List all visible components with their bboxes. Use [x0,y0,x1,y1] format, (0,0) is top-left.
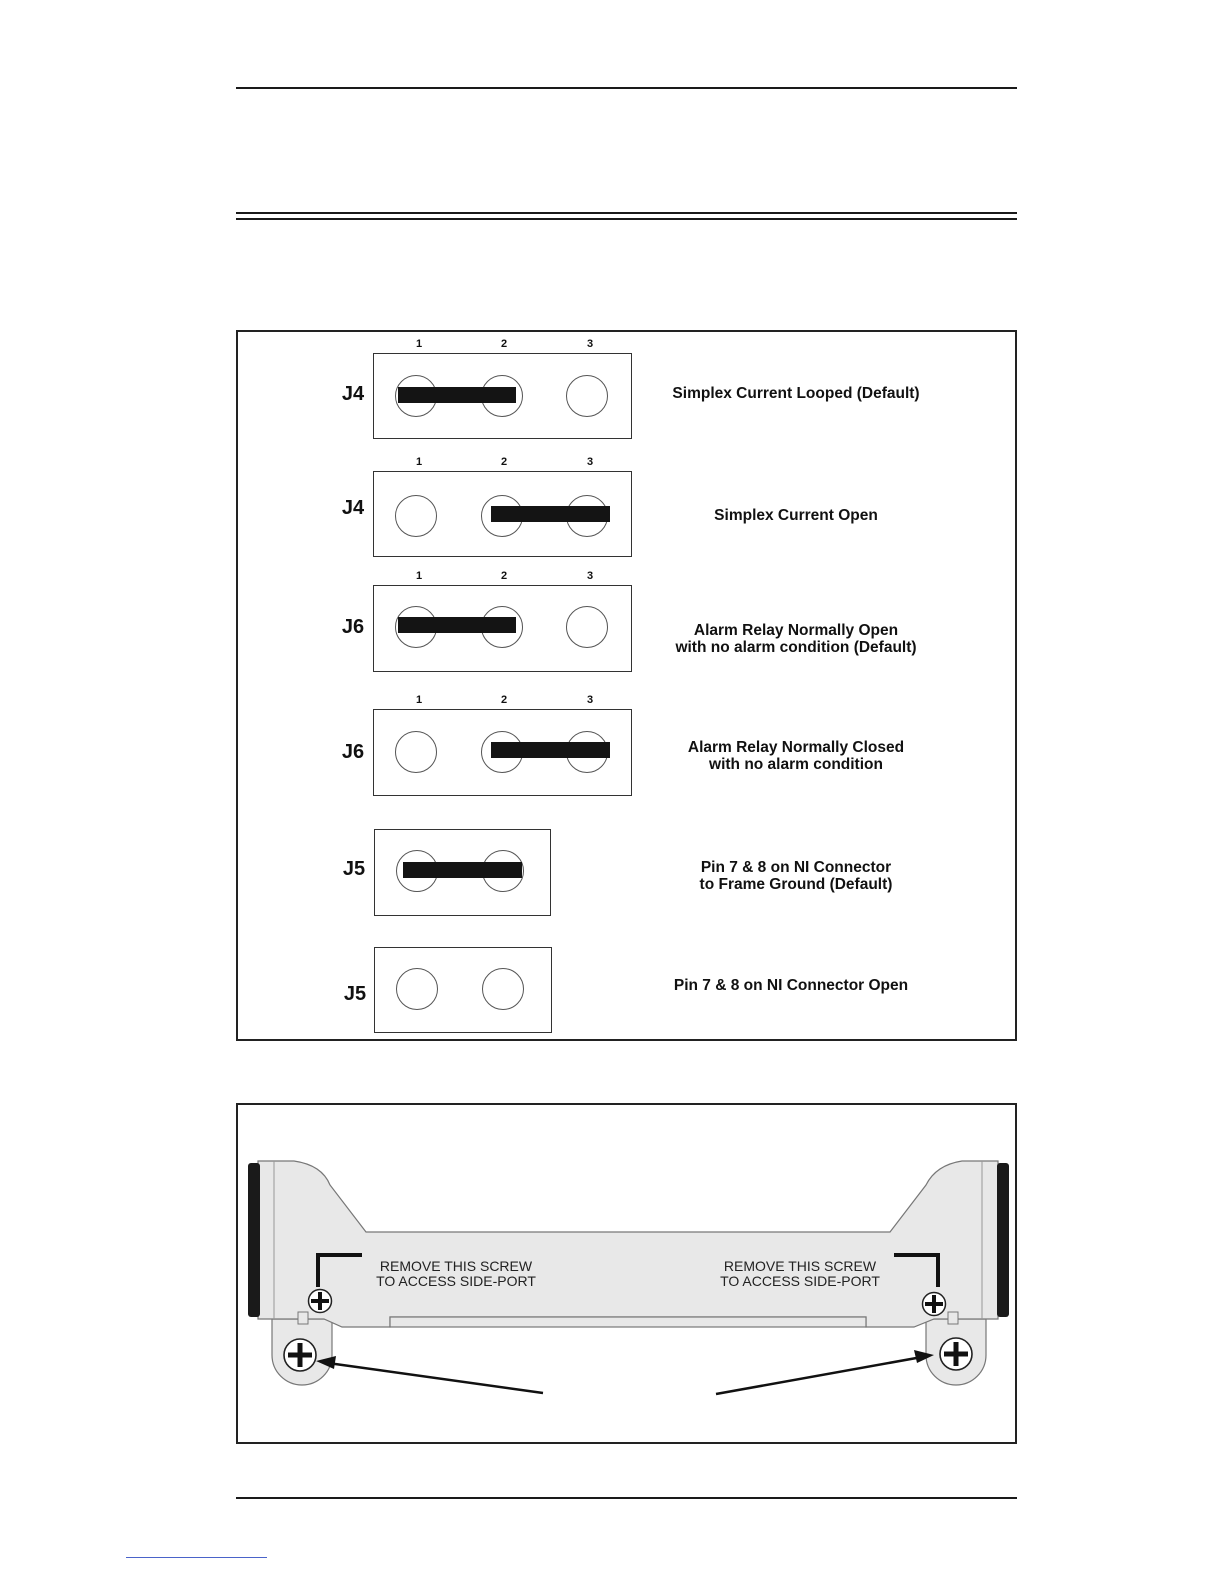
jumper-shunt [398,387,516,403]
jumper-description: Simplex Current Open [714,507,878,524]
faceplate-figure [236,1103,1017,1444]
jumper-shunt [491,742,610,758]
jumper-shunt [398,617,516,633]
jumper-description: Simplex Current Looped (Default) [672,385,920,402]
pin-number-3: 3 [586,694,594,706]
pin-number-3: 3 [586,456,594,468]
pin-2 [482,968,524,1010]
jumper-block [374,829,551,916]
footer-rule [236,1497,1017,1499]
pin-number-2: 2 [500,570,508,582]
jumper-label: J6 [341,741,365,763]
jumper-description: Alarm Relay Normally Open with no alarm condition (Default) [675,622,917,656]
pin-number-3: 3 [586,570,594,582]
remove-screw-note-right: REMOVE THIS SCREW TO ACCESS SIDE-PORT [720,1258,880,1289]
jumper-label: J5 [342,858,366,880]
jumper-block [373,585,632,672]
pin-number-1: 1 [415,338,423,350]
jumper-block [374,947,552,1033]
jumper-description: Pin 7 & 8 on NI Connector to Frame Ground (Default) [699,859,893,893]
jumper-label: J5 [343,983,367,1005]
pin-1 [396,968,438,1010]
pin-1 [395,731,437,773]
header-rule-top [236,87,1017,89]
header-rule-double-1 [236,212,1017,214]
header-rule-double-2 [236,218,1017,220]
jumper-block [373,709,632,796]
jumper-block [373,353,632,439]
pin-1 [395,495,437,537]
pin-number-1: 1 [415,694,423,706]
pin-number-1: 1 [415,456,423,468]
pin-number-2: 2 [500,338,508,350]
pin-3 [566,375,608,417]
jumper-description: Pin 7 & 8 on NI Connector Open [673,977,909,994]
jumper-description: Alarm Relay Normally Closed with no alarm condition [687,739,905,773]
jumper-label: J4 [341,383,365,405]
remove-screw-note-left: REMOVE THIS SCREW TO ACCESS SIDE-PORT [376,1258,536,1289]
jumper-block [373,471,632,557]
footer-link-underline[interactable] [126,1557,267,1558]
jumper-shunt [403,862,522,878]
jumper-settings-figure [236,330,1017,1041]
jumper-label: J4 [341,497,365,519]
pin-3 [566,606,608,648]
pin-number-3: 3 [586,338,594,350]
jumper-shunt [491,506,610,522]
pin-number-2: 2 [500,456,508,468]
jumper-label: J6 [341,616,365,638]
pin-number-2: 2 [500,694,508,706]
pin-number-1: 1 [415,570,423,582]
